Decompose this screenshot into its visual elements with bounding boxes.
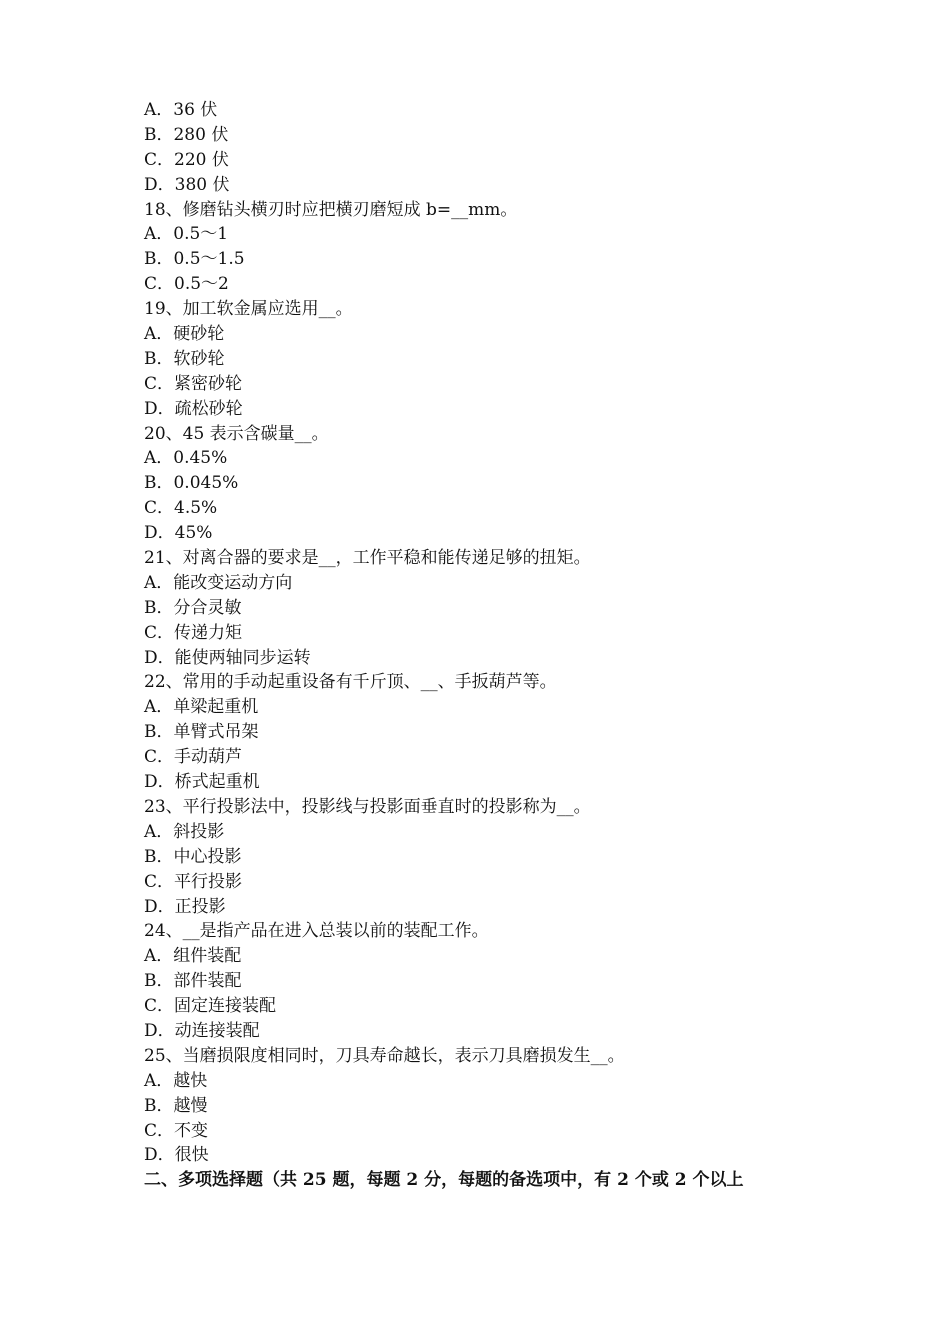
option-c-q23: C．平行投影 [144, 871, 243, 892]
option-b-q18: B．0.5～1.5 [144, 249, 245, 270]
option-c-q22: C．手动葫芦 [144, 747, 243, 768]
option-a-q22: A．单梁起重机 [144, 697, 259, 718]
option-c-q18: C．0.5～2 [144, 274, 229, 295]
option-b-q20: B．0.045% [144, 473, 239, 494]
option-c-q24: C．固定连接装配 [144, 996, 277, 1017]
option-a-q18: A．0.5～1 [144, 224, 229, 245]
option-d-q25: D．很快 [144, 1145, 209, 1166]
option-d-q23: D．正投影 [144, 896, 226, 917]
option-d-q17: D．380 伏 [144, 174, 230, 195]
option-c-q21: C．传递力矩 [144, 622, 243, 643]
option-b-q22: B．单臂式吊架 [144, 722, 259, 743]
option-b-q24: B．部件装配 [144, 971, 242, 992]
question-24: 24、__是指产品在进入总装以前的装配工作。 [144, 921, 489, 942]
option-a-q24: A．组件装配 [144, 946, 242, 967]
option-d-q24: D．动连接装配 [144, 1020, 260, 1041]
option-a-q23: A．斜投影 [144, 821, 225, 842]
option-b-q21: B．分合灵敏 [144, 597, 242, 618]
question-23: 23、平行投影法中，投影线与投影面垂直时的投影称为__。 [144, 796, 591, 817]
question-18: 18、修磨钻头横刃时应把横刃磨短成 b=__mm。 [144, 199, 518, 220]
option-a-q21: A．能改变运动方向 [144, 572, 293, 593]
option-b-q17: B．280 伏 [144, 124, 229, 145]
option-a-q17: A．36 伏 [144, 100, 218, 120]
option-d-q22: D．桥式起重机 [144, 772, 260, 793]
option-b-q23: B．中心投影 [144, 846, 242, 867]
option-d-q21: D．能使两轴同步运转 [144, 647, 311, 668]
question-20: 20、45 表示含碳量__。 [144, 423, 329, 444]
option-c-q25: C．不变 [144, 1120, 209, 1141]
question-19: 19、加工软金属应选用__。 [144, 299, 353, 320]
option-d-q20: D．45% [144, 523, 213, 544]
option-a-q25: A．越快 [144, 1070, 208, 1091]
section-heading-multiple-choice: 二、多项选择题（共 25 题，每题 2 分，每题的备选项中，有 2 个或 2 个以上 [144, 1170, 744, 1191]
option-a-q19: A．硬砂轮 [144, 324, 225, 345]
question-22: 22、常用的手动起重设备有千斤顶、__、手扳葫芦等。 [144, 672, 557, 693]
option-c-q20: C．4.5% [144, 498, 218, 519]
option-d-q19: D．疏松砂轮 [144, 398, 243, 419]
option-c-q19: C．紧密砂轮 [144, 373, 243, 394]
option-a-q20: A．0.45% [144, 448, 228, 469]
document-page [144, 98, 844, 1193]
option-b-q25: B．越慢 [144, 1095, 208, 1116]
question-21: 21、对离合器的要求是__，工作平稳和能传递足够的扭矩。 [144, 548, 591, 569]
option-b-q19: B．软砂轮 [144, 348, 225, 369]
question-25: 25、当磨损限度相同时，刀具寿命越长，表示刀具磨损发生__。 [144, 1045, 625, 1066]
option-c-q17: C．220 伏 [144, 149, 229, 170]
